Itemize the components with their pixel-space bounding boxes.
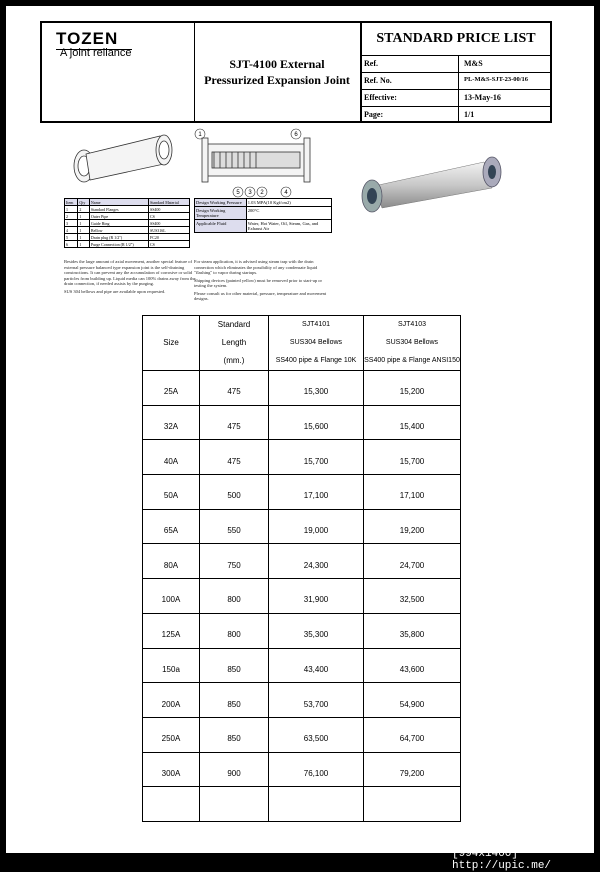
- product-title-line-2: Pressurized Expansion Joint: [204, 73, 350, 87]
- note: Shipping devices (painted yellow) must be removed prior to start-up or testing the system.: [194, 277, 322, 288]
- price-sjt4101-cell: 35,300: [269, 613, 364, 648]
- price-sjt4103-cell: 24,700: [364, 544, 461, 579]
- price-row: [143, 787, 461, 822]
- price-list-page: [6, 6, 594, 872]
- price-row: [143, 648, 461, 683]
- price-sjt4103-cell: 15,200: [364, 371, 461, 406]
- document-title: STANDARD PRICE LIST: [360, 23, 552, 56]
- price-row: [143, 509, 461, 544]
- parts-table: [64, 198, 190, 248]
- price-table: [142, 315, 461, 822]
- length-cell: 475: [200, 405, 269, 440]
- header-sjt4101: SJT4101 SUS304 Bellows SS400 pipe & Flange 10K: [269, 316, 364, 371]
- header-length: Standard Length (mm.): [200, 316, 269, 371]
- price-sjt4101-cell: 63,500: [269, 717, 364, 752]
- price-row: [143, 475, 461, 510]
- product-title-line-1: SJT-4100 External: [229, 57, 325, 71]
- price-sjt4103-cell: 32,500: [364, 579, 461, 614]
- logo-box: [42, 23, 195, 121]
- callout-1-label: 1: [198, 132, 202, 138]
- design-spec-table: [194, 198, 332, 233]
- price-sjt4101-cell: 53,700: [269, 683, 364, 718]
- price-sjt4103-cell: 17,100: [364, 475, 461, 510]
- size-cell: 300A: [143, 752, 200, 787]
- size-cell: 250A: [143, 717, 200, 752]
- price-rows: [143, 371, 461, 822]
- price-sjt4101-cell: 15,600: [269, 405, 364, 440]
- spec-row: Design Working Temperature 200°C: [195, 207, 332, 220]
- size-cell: 100A: [143, 579, 200, 614]
- price-row: [143, 544, 461, 579]
- price-sjt4103-cell: 54,900: [364, 683, 461, 718]
- price-row: [143, 683, 461, 718]
- price-row: [143, 405, 461, 440]
- size-cell: 50A: [143, 475, 200, 510]
- length-cell: 550: [200, 509, 269, 544]
- callout-3-label: 3: [248, 190, 252, 196]
- length-cell: [200, 787, 269, 822]
- price-sjt4103-cell: 64,700: [364, 717, 461, 752]
- length-cell: 475: [200, 440, 269, 475]
- price-sjt4101-cell: 31,900: [269, 579, 364, 614]
- callout-6-label: 6: [294, 132, 298, 138]
- callout-2-label: 2: [260, 190, 264, 196]
- meta-row-ref: Ref. M&S: [360, 56, 552, 73]
- parts-row: 6 1 Purge Connection (R 1/2") CS: [65, 241, 190, 248]
- spec-row: Design Working Pressure 1.03 MPA(10 Kgf/cm2): [195, 199, 332, 207]
- length-cell: 750: [200, 544, 269, 579]
- price-sjt4103-cell: 15,700: [364, 440, 461, 475]
- size-cell: 32A: [143, 405, 200, 440]
- meta-row-page: Page: 1/1: [360, 107, 552, 123]
- length-cell: 500: [200, 475, 269, 510]
- price-sjt4101-cell: 43,400: [269, 648, 364, 683]
- note: Please consult us for other material, pressure, temperature and movement designs.: [194, 290, 327, 301]
- length-cell: 850: [200, 683, 269, 718]
- image-footer: [994x1400] http://upic.me/: [452, 848, 552, 872]
- price-sjt4101-cell: 19,000: [269, 509, 364, 544]
- parts-row: 2 1 Outer Pipe CS: [65, 213, 190, 220]
- price-sjt4101-cell: [269, 787, 364, 822]
- document-header: [40, 21, 552, 123]
- price-sjt4103-cell: 35,800: [364, 613, 461, 648]
- notes-right: [194, 259, 334, 304]
- size-cell: 125A: [143, 613, 200, 648]
- price-row: [143, 717, 461, 752]
- note: SUS 304 bellows and pipe are available upon requested.: [64, 288, 166, 294]
- price-row: [143, 440, 461, 475]
- parts-row: 4 1 Bellow SUS316L: [65, 227, 190, 234]
- product-photo: [344, 146, 524, 216]
- company-tagline: A joint reliance: [60, 47, 132, 59]
- product-title: [194, 23, 362, 121]
- length-cell: 800: [200, 613, 269, 648]
- meta-row-ref-no: Ref. No. PL-M&S-SJT-23-00/16: [360, 73, 552, 90]
- header-size: Size: [143, 316, 200, 371]
- size-cell: 200A: [143, 683, 200, 718]
- company-logo: TOZEN: [56, 29, 132, 50]
- parts-header-cell: Standard Material: [148, 199, 189, 206]
- length-cell: 475: [200, 371, 269, 406]
- length-cell: 850: [200, 648, 269, 683]
- callout-4-label: 4: [284, 190, 288, 196]
- price-row: [143, 613, 461, 648]
- size-cell: [143, 787, 200, 822]
- size-cell: 25A: [143, 371, 200, 406]
- parts-header-cell: Item: [65, 199, 78, 206]
- size-cell: 80A: [143, 544, 200, 579]
- price-sjt4103-cell: [364, 787, 461, 822]
- price-row: [143, 752, 461, 787]
- price-sjt4103-cell: 79,200: [364, 752, 461, 787]
- note: Besides the large amount of axial movement, another special feature of external pressure balanced type expansion joint is the self-draining constructions. It can prevent any the accumulation of corrosive or solid particles from building up. Liquid media can 100% drains away from the drain connection, if needed assists by the purging.: [64, 259, 196, 286]
- notes-left: [64, 259, 200, 296]
- price-sjt4101-cell: 24,300: [269, 544, 364, 579]
- callout-5-label: 5: [236, 190, 240, 196]
- length-cell: 850: [200, 717, 269, 752]
- price-row: [143, 371, 461, 406]
- price-sjt4103-cell: 43,600: [364, 648, 461, 683]
- expansion-joint-drawing: [64, 124, 334, 200]
- price-sjt4101-cell: 15,300: [269, 371, 364, 406]
- price-sjt4103-cell: 19,200: [364, 509, 461, 544]
- meta-row-effective: Effective: 13-May-16: [360, 90, 552, 107]
- parts-header-cell: Name: [89, 199, 148, 206]
- size-cell: 65A: [143, 509, 200, 544]
- length-cell: 900: [200, 752, 269, 787]
- spec-row: Applicable Fluid Water, Hot Water, Oil, Steam, Gas, and Exhaust Air: [195, 220, 332, 233]
- price-sjt4101-cell: 15,700: [269, 440, 364, 475]
- header-sjt4103: SJT4103 SUS304 Bellows SS400 pipe & Flange ANSI150: [364, 316, 461, 371]
- price-sjt4103-cell: 15,400: [364, 405, 461, 440]
- price-sjt4101-cell: 76,100: [269, 752, 364, 787]
- price-row: [143, 579, 461, 614]
- size-cell: 150a: [143, 648, 200, 683]
- price-sjt4101-cell: 17,100: [269, 475, 364, 510]
- parts-header-row: [65, 199, 190, 206]
- parts-header-cell: Qty: [78, 199, 90, 206]
- parts-row: 1 2 Standard Flanges SS400: [65, 206, 190, 213]
- price-header-row: [143, 316, 461, 371]
- parts-row: 3 1 Guide Ring SS400: [65, 220, 190, 227]
- length-cell: 800: [200, 579, 269, 614]
- parts-row: 5 1 Drain plug (R 1/2") FC20: [65, 234, 190, 241]
- note: For steam application, it is advised using steam trap with the drain connection which eliminates the possibility of any condensate liquid "flashing" to vapor during startups.: [194, 259, 318, 275]
- size-cell: 40A: [143, 440, 200, 475]
